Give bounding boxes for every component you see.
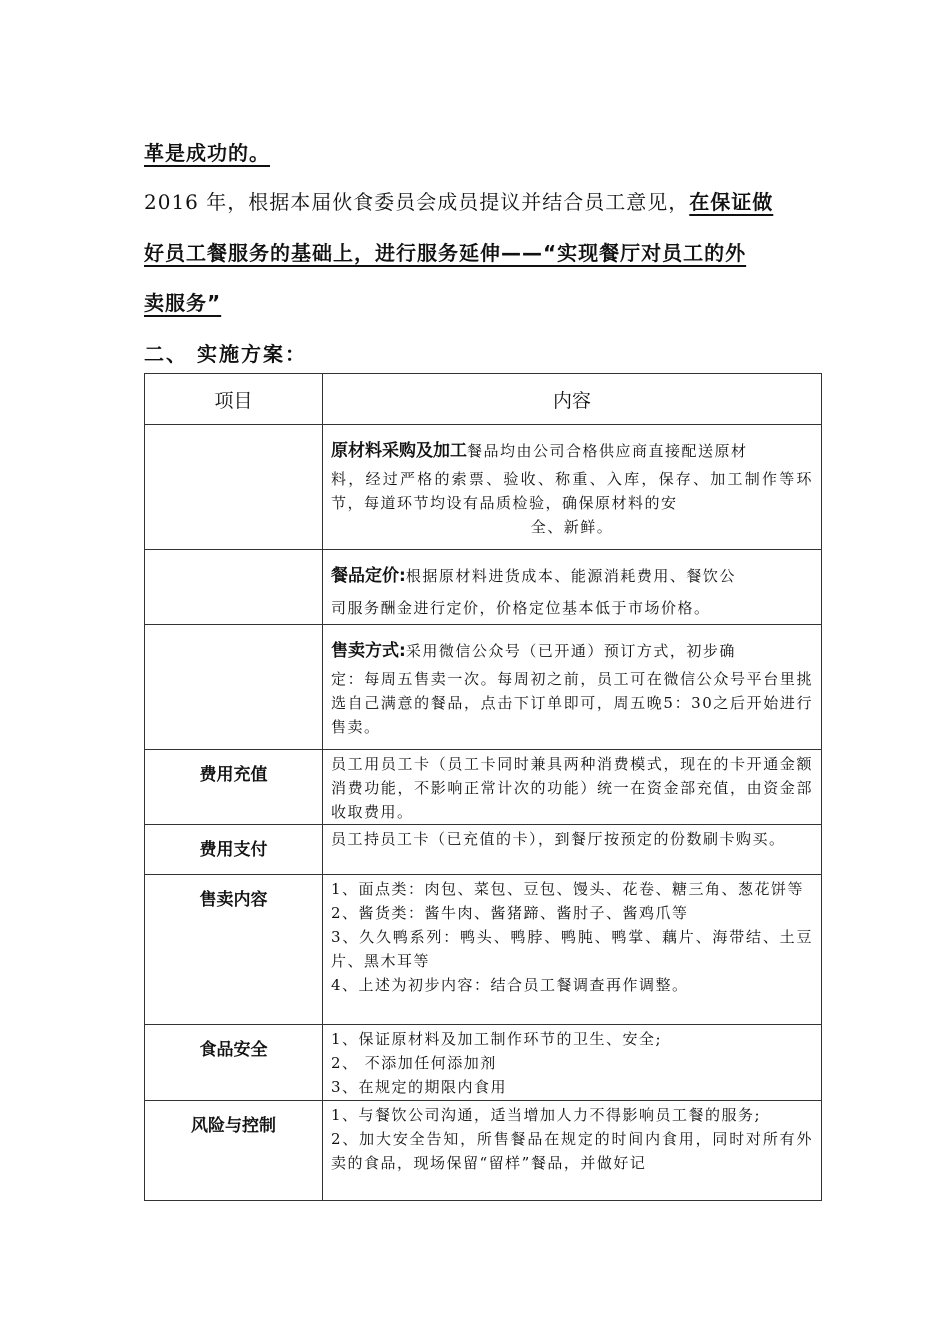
intro-line-3: 好员工餐服务的基础上，进行服务延伸——“实现餐厅对员工的外: [144, 241, 747, 265]
table-row: [145, 875, 822, 1025]
row-label: [145, 625, 323, 750]
row-label: [145, 550, 323, 625]
list-item: 4、上述为初步内容：结合员工餐调查再作调整。: [331, 976, 689, 994]
row-text: 定：每周五售卖一次。每周初之前，员工可在微信公众号平台里挑选自己满意的餐品，点击下订单即可，周五晚5：30之后开始进行售卖。: [331, 670, 813, 736]
table-row: [145, 625, 822, 750]
row-text: 员工持员工卡（已充值的卡），到餐厅按预定的份数刷卡购买。: [331, 830, 786, 848]
row-content: [323, 875, 822, 1025]
table-row: [145, 1101, 822, 1201]
table-row: [145, 750, 822, 825]
table-row: [145, 825, 822, 875]
table-row: [145, 425, 822, 550]
header-content: 内容: [323, 374, 822, 425]
row-label: 费用支付: [145, 825, 323, 875]
row-content: [323, 1101, 822, 1201]
list-item: 2、酱货类：酱牛肉、酱猪蹄、酱肘子、酱鸡爪等: [331, 904, 689, 922]
list-item: 1、面点类：肉包、菜包、豆包、馒头、花卷、糖三角、葱花饼等: [331, 880, 805, 898]
row-content: [323, 625, 822, 750]
list-item: 2、加大安全告知，所售餐品在规定的时间内食用，同时对所有外卖的食品，现场保留“留样”餐品，并做好记: [331, 1130, 813, 1172]
list-item: 2、 不添加任何添加剂: [331, 1054, 497, 1072]
header-item: 项目: [145, 374, 323, 425]
row-text: 员工用员工卡（员工卡同时兼具两种消费模式，现在的卡开通金额消费功能，不影响正常计次的功能）统一在资金部充值，由资金部收取费用。: [331, 755, 813, 821]
intro-line-4: 卖服务”: [144, 291, 222, 315]
row-text: 采用微信公众号（已开通）预订方式，初步确: [405, 642, 736, 660]
row-text: 根据原材料进货成本、能源消耗费用、餐饮公: [405, 567, 736, 585]
intro-line-1: 革是成功的。: [144, 141, 270, 165]
row-label: 售卖内容: [145, 875, 323, 1025]
row-label: 风险与控制: [145, 1101, 323, 1201]
row-text: 司服务酬金进行定价，价格定位基本低于市场价格。: [331, 599, 711, 617]
row-text: 餐品均由公司合格供应商直接配送原材: [467, 442, 748, 460]
row-content: [323, 750, 822, 825]
row-text: 全、新鲜。: [530, 518, 614, 536]
section-title: 二、 实施方案：: [144, 342, 307, 366]
row-lead: 原材料采购及加工: [331, 441, 467, 461]
list-item: 3、在规定的期限内食用: [331, 1078, 508, 1096]
row-lead: 餐品定价:: [331, 566, 406, 586]
row-lead: 售卖方式:: [331, 641, 406, 661]
row-content: [323, 550, 822, 625]
table-row: [145, 1025, 822, 1101]
intro-line-2: [144, 186, 773, 215]
row-label: [145, 425, 323, 550]
plan-table: [144, 373, 822, 1201]
table-row: [145, 550, 822, 625]
intro-line-2-bold: 在保证做: [689, 190, 774, 214]
row-label: 食品安全: [145, 1025, 323, 1101]
list-item: 1、与餐饮公司沟通，适当增加人力不得影响员工餐的服务;: [331, 1106, 762, 1124]
row-text: 料，经过严格的索票、验收、称重、入库，保存、加工制作等环节，每道环节均设有品质检验，确保原材料的安: [331, 470, 813, 512]
row-content: [323, 825, 822, 875]
list-item: 3、久久鸭系列：鸭头、鸭脖、鸭肫、鸭掌、藕片、海带结、土豆片、黑木耳等: [331, 928, 813, 970]
row-content: [323, 1025, 822, 1101]
list-item: 1、保证原材料及加工制作环节的卫生、安全;: [331, 1030, 663, 1048]
table-header-row: [145, 374, 822, 425]
row-label: 费用充值: [145, 750, 323, 825]
row-content: [323, 425, 822, 550]
intro-line-2-plain: 2016 年，根据本届伙食委员会成员提议并结合员工意见，: [144, 190, 690, 214]
